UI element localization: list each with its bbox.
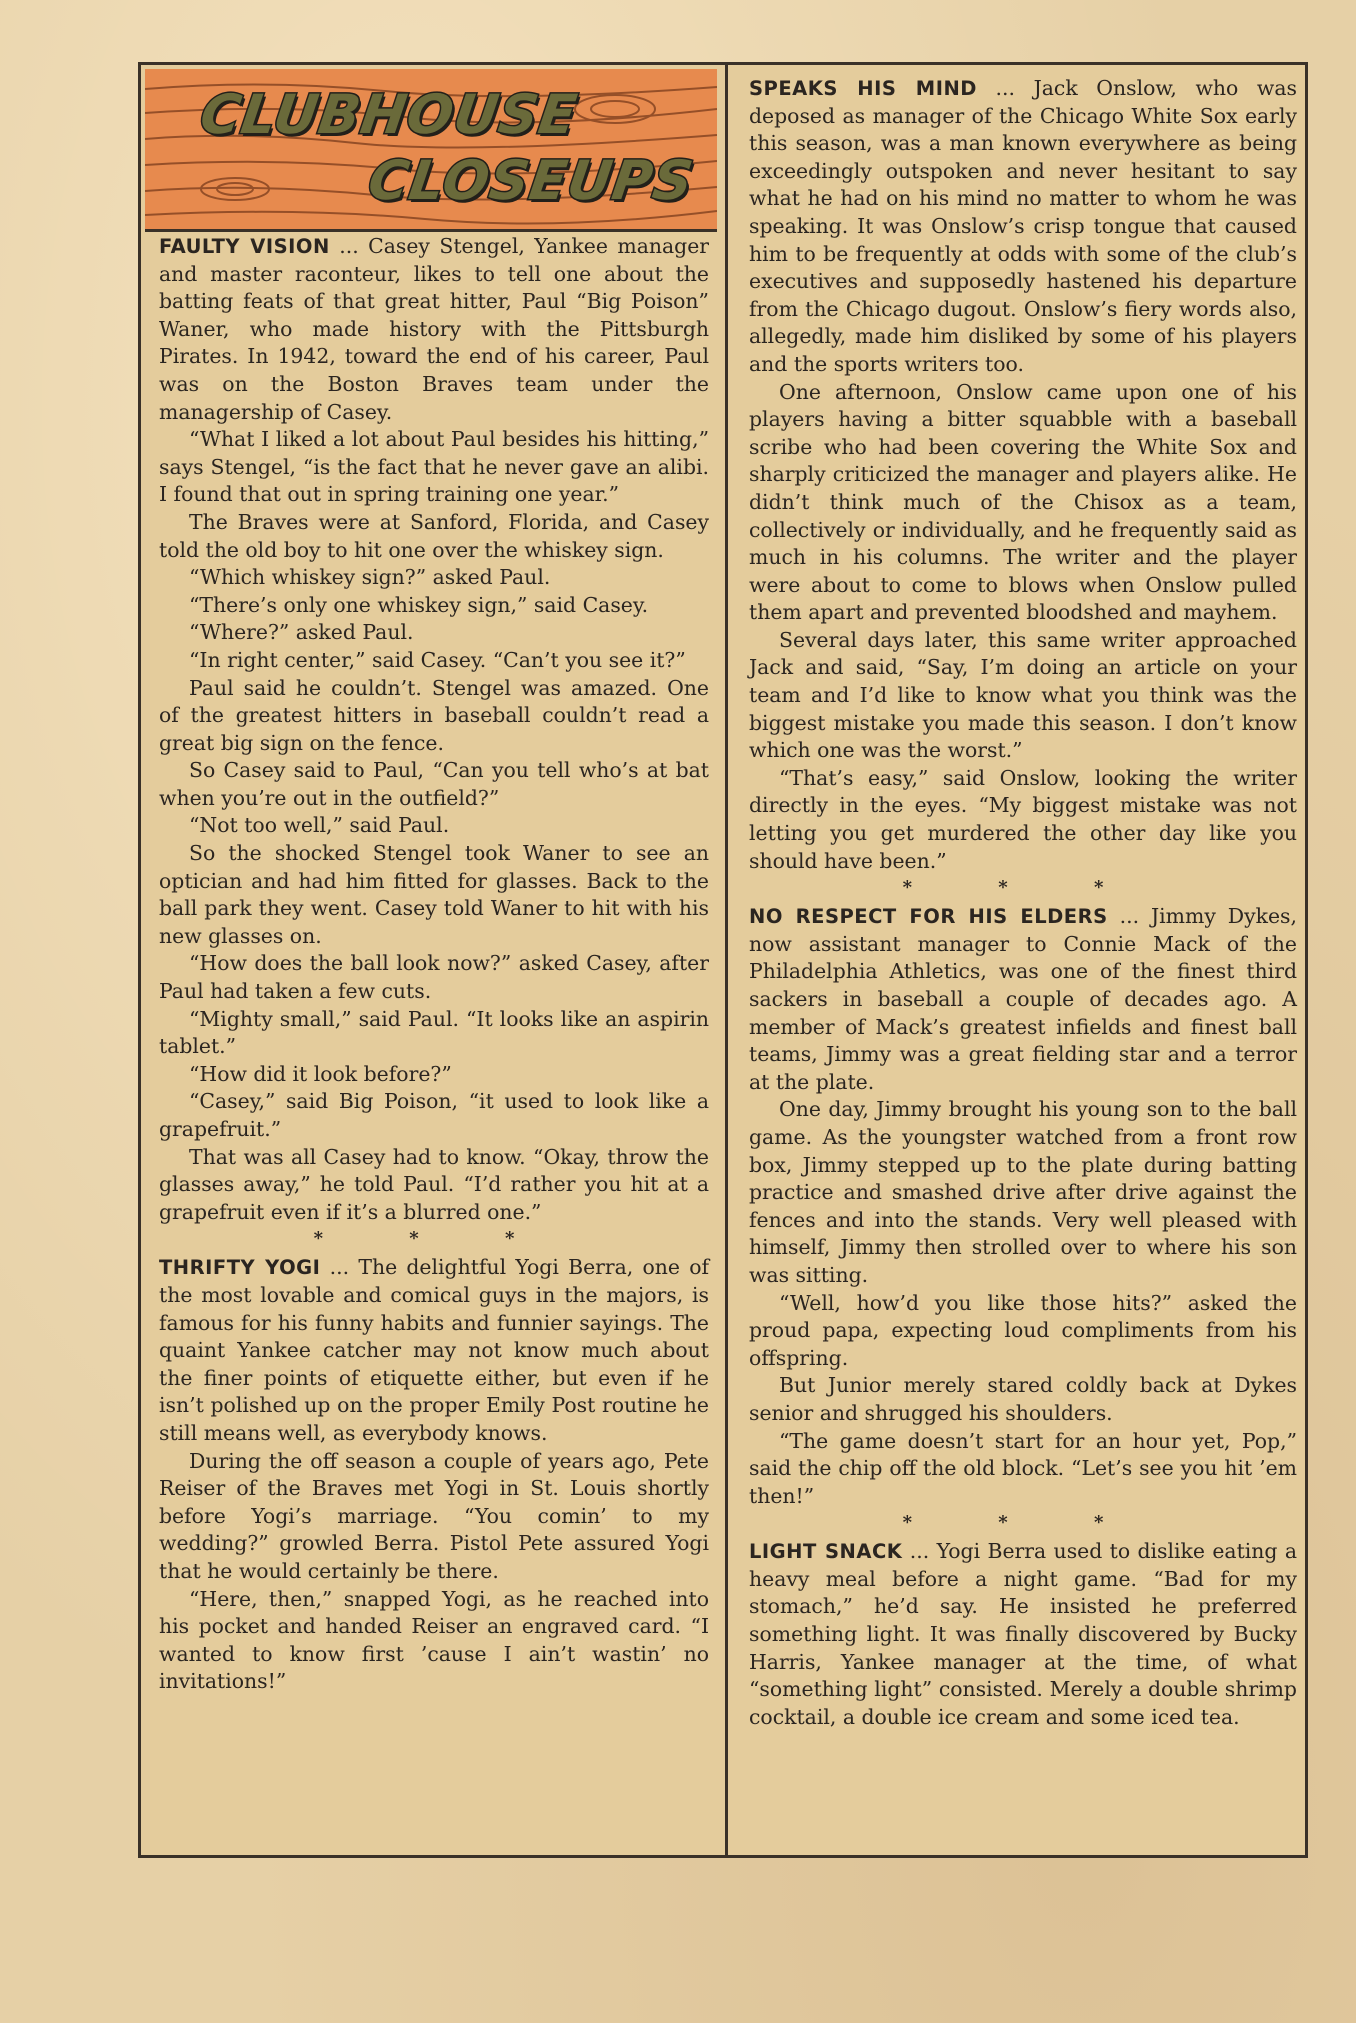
banner-title-line-2: CLOSEUPS <box>364 149 698 212</box>
paragraph: But Junior merely stared coldly back at Dykes senior and shrugged his shoulders. <box>749 1373 1297 1425</box>
paragraph: During the off season a couple of years ago, Pete Reiser of the Braves met Yogi in St. Louis shortly before Yogi’s marriage. “You comin’ to my wedding?” growled Berra. Pistol Pete assured Yogi that he would certainly be there. <box>159 1448 709 1583</box>
section-separator: * * * <box>313 1228 555 1250</box>
paragraph: So the shocked Stengel took Waner to see an optician and had him fitted for glasses. Back to the ball park they went. Casey told Waner to hit with his new glasses on. <box>159 841 709 948</box>
paragraph: One day, Jimmy brought his young son to the ball game. As the youngster watched from a front row box, Jimmy stepped up to the plate during batting practice and smashed drive after drive against the fences and into the stands. Very well pleased with himself, Jimmy then strolled over to where his son was sitting. <box>749 1097 1297 1287</box>
kicker-ellipsis: ... <box>339 234 359 258</box>
paragraph: “Well, how’d you like those hits?” asked the proud papa, expecting loud compliments from his offspring. <box>749 1290 1297 1370</box>
story-speaks-his-mind-lead <box>749 75 1297 379</box>
paragraph: Several days later, this same writer approached Jack and said, “Say, I’m doing an article on your team and I’d like to know what you think was the biggest mistake you made this season. I don’t know which one was the worst.” <box>749 627 1297 763</box>
clubhouse-closeups-banner <box>145 69 717 232</box>
paragraph: The Braves were at Sanford, Florida, and Casey told the old boy to hit one over the whiskey sign. <box>159 509 709 562</box>
paragraph: “Where?” asked Paul. <box>189 620 414 645</box>
paragraph: Jack Onslow, who was deposed as manager of the Chicago White Sox early this season, was a man known everywhere as being exceedingly outspoken and never hesitant to say what he had on his mind no matter to whom he was speaking. It was Onslow’s crisp tongue that caused him to be frequently at odds with some of the club’s executives and supposedly hastened his departure from the Chicago dugout. Onslow’s fiery words also, allegedly, made him disliked by some of his players and the sports writers too. <box>749 76 1297 376</box>
paragraph: “How does the ball look now?” asked Casey, after Paul had taken a few cuts. <box>159 951 709 1004</box>
paragraph: “How did it look before?” <box>189 1061 452 1086</box>
right-column <box>749 75 1297 1731</box>
story-kicker: NO RESPECT FOR HIS ELDERS <box>749 905 1108 929</box>
paragraph: Paul said he couldn’t. Stengel was amazed. One of the greatest hitters in baseball couldn’t read a great big sign on the fence. <box>159 675 709 755</box>
paragraph: Jimmy Dykes, now assistant manager to Connie Mack of the Philadelphia Athletics, was one of the finest third sackers in baseball a couple of decades ago. A member of Mack’s greatest infields and finest ball teams, Jimmy was a great fielding star and a terror at the plate. <box>749 904 1297 1094</box>
article-frame <box>138 62 1308 1858</box>
paragraph: “Not too well,” said Paul. <box>189 813 450 838</box>
paragraph: “Mighty small,” said Paul. “It looks like an aspirin tablet.” <box>159 1006 709 1059</box>
paragraph: The delightful Yogi Berra, one of the most lovable and comical guys in the majors, is famous for his funny habits and funnier sayings. The quaint Yankee catcher may not know much about the finer points of etiquette either, but even if he isn’t polished up on the proper Emily Post routine he still means well, as everybody knows. <box>159 1255 710 1445</box>
paragraph: Casey Stengel, Yankee manager and master raconteur, likes to tell one about the batting feats of that great hitter, Paul “Big Poison” Waner, who made history with the Pittsburgh Pirates. In 1942, toward the end of his career, Paul was on the Boston Braves team under the managership of Casey. <box>159 234 710 424</box>
story-thrifty-yogi-lead <box>159 1254 709 1447</box>
paragraph: “There’s only one whiskey sign,” said Casey. <box>189 592 649 617</box>
story-kicker: THRIFTY YOGI <box>159 1256 321 1280</box>
paragraph: “Here, then,” snapped Yogi, as he reached into his pocket and handed Reiser an engraved card. “I wanted to know first ’cause I ain’t wastin’ no invitations!” <box>159 1586 709 1694</box>
kicker-ellipsis: ... <box>995 76 1015 100</box>
banner-title-line-1: CLUBHOUSE <box>196 83 582 146</box>
story-kicker: LIGHT SNACK <box>749 1540 903 1564</box>
kicker-ellipsis: ... <box>909 1539 930 1564</box>
story-no-respect-lead <box>749 903 1297 1096</box>
story-faulty-vision-lead <box>159 233 709 426</box>
paragraph: One afternoon, Onslow came upon one of his players having a bitter squabble with a baseball scribe who had been covering the White Sox and sharply criticized the manager and players alike. He didn’t think much of the Chisox as a team, collectively or individually, and he frequently said as much in his columns. The writer and the player were about to come to blows when Onslow pulled them apart and prevented bloodshed and mayhem. <box>749 379 1297 625</box>
paragraph: “That’s easy,” said Onslow, looking the writer directly in the eyes. “My biggest mistake was not letting you get murdered the other day like you should have been.” <box>749 765 1297 873</box>
left-column <box>159 233 709 1696</box>
paragraph: “In right center,” said Casey. “Can’t you see it?” <box>189 647 686 672</box>
kicker-ellipsis: ... <box>329 1255 350 1280</box>
paragraph: “Casey,” said Big Poison, “it used to look like a grapefruit.” <box>159 1089 709 1141</box>
story-kicker: FAULTY VISION <box>159 235 330 258</box>
story-kicker: SPEAKS HIS MIND <box>749 77 977 100</box>
column-divider <box>725 65 728 1855</box>
section-separator: * * * <box>902 877 1144 899</box>
paragraph: “What I liked a lot about Paul besides his hitting,” says Stengel, “is the fact that he never gave an alibi. I found that out in spring training one year.” <box>159 427 709 507</box>
paragraph: “Which whiskey sign?” asked Paul. <box>189 565 551 590</box>
paragraph: Yogi Berra used to dislike eating a heavy meal before a night game. “Bad for my stomach,” he’d say. He insisted he preferred something light. It was finally discovered by Bucky Harris, Yankee manager at the time, of what “something light” consisted. Merely a double shrimp cocktail, a double ice cream and some iced tea. <box>749 1539 1298 1729</box>
paragraph: So Casey said to Paul, “Can you tell who’s at bat when you’re out in the outfield?” <box>159 758 709 810</box>
story-light-snack-lead <box>749 1538 1297 1731</box>
paragraph: “The game doesn’t start for an hour yet, Pop,” said the chip off the old block. “Let’s see you hit ’em then!” <box>749 1428 1297 1508</box>
kicker-ellipsis: ... <box>1119 904 1140 929</box>
section-separator: * * * <box>902 1512 1144 1534</box>
paragraph: That was all Casey had to know. “Okay, throw the glasses away,” he told Paul. “I’d rather you hit at a grapefruit even if it’s a blurred one.” <box>159 1144 709 1224</box>
